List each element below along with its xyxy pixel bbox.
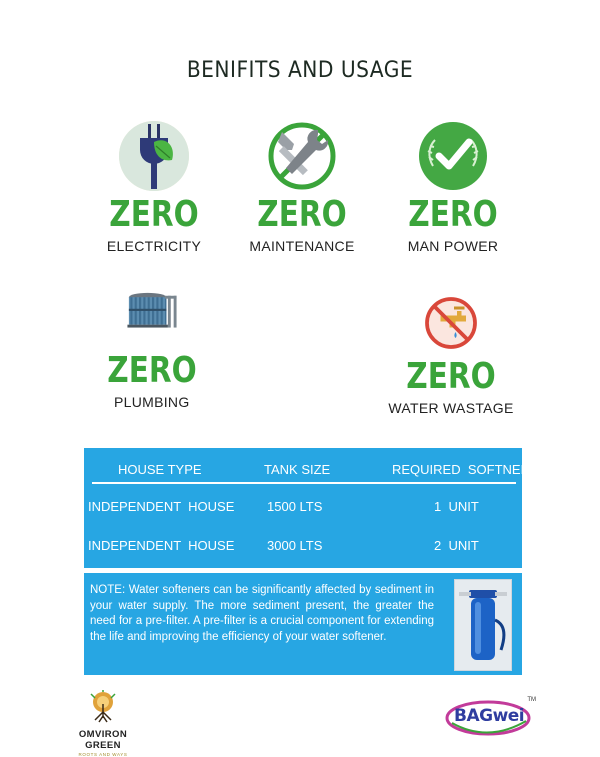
table-row: [84, 538, 522, 558]
benefit-zero-text: ZERO: [109, 194, 199, 235]
table-cell: 1500 LTS: [267, 499, 323, 514]
no-tools-icon: [266, 120, 338, 192]
benefit-zero-text: ZERO: [257, 194, 347, 235]
note-text: NOTE: Water softeners can be significantly affected by sediment in your water supply. The more sediment present, the greater the need for a pre-filter. A pre-filter is a crucial component for extending the life and improving the efficiency of your water softener.: [90, 584, 434, 643]
omviron-green-logo: [60, 690, 146, 757]
table-header-cell: TANK SIZE: [264, 462, 331, 477]
benefit-water-wastage: [371, 296, 531, 416]
benefit-plumbing: [72, 290, 232, 410]
trademark-mark: TM: [527, 697, 536, 703]
no-tap-icon: [424, 296, 478, 350]
page-title: BENIFITS AND USAGE: [186, 58, 414, 83]
table-row: [84, 499, 522, 519]
tree-logo-icon: [83, 690, 123, 724]
softener-table: [84, 448, 530, 568]
table-cell: INDEPENDENT HOUSE: [88, 499, 235, 514]
benefit-label: WATER WASTAGE: [388, 400, 514, 416]
benefit-label: MAN POWER: [407, 238, 499, 254]
table-header-cell: REQUIRED SOFTNER: [392, 462, 530, 477]
note-panel: [84, 573, 522, 675]
table-header-row: [84, 462, 530, 482]
left-logo-tagline: ROOTS AND WAYS: [78, 752, 128, 757]
benefit-maintenance: [222, 120, 382, 254]
benefit-electricity: [74, 120, 234, 254]
benefit-zero-text: ZERO: [406, 356, 496, 397]
table-cell: INDEPENDENT HOUSE: [88, 538, 235, 553]
left-logo-name: OMVIRON GREEN: [78, 729, 128, 751]
table-cell: 3000 LTS: [267, 538, 323, 553]
benefit-label: ELECTRICITY: [106, 238, 202, 254]
benefit-label: PLUMBING: [114, 394, 190, 410]
table-cell: 2 UNIT: [434, 538, 479, 553]
benefit-zero-text: ZERO: [107, 350, 197, 391]
table-header-divider: [92, 482, 516, 484]
plug-leaf-icon: [118, 120, 190, 192]
checkmark-badge-icon: [417, 120, 489, 192]
table-cell: 1 UNIT: [434, 499, 479, 514]
benefit-zero-text: ZERO: [408, 194, 498, 235]
pre-filter-image: [454, 579, 512, 671]
benefit-label: MAINTENANCE: [249, 238, 355, 254]
table-header-cell: HOUSE TYPE: [118, 462, 202, 477]
water-tank-icon: [120, 290, 184, 342]
benefit-man-power: [373, 120, 533, 254]
bagwei-logo: [444, 697, 536, 737]
right-logo-name: BAGwei: [454, 706, 525, 726]
